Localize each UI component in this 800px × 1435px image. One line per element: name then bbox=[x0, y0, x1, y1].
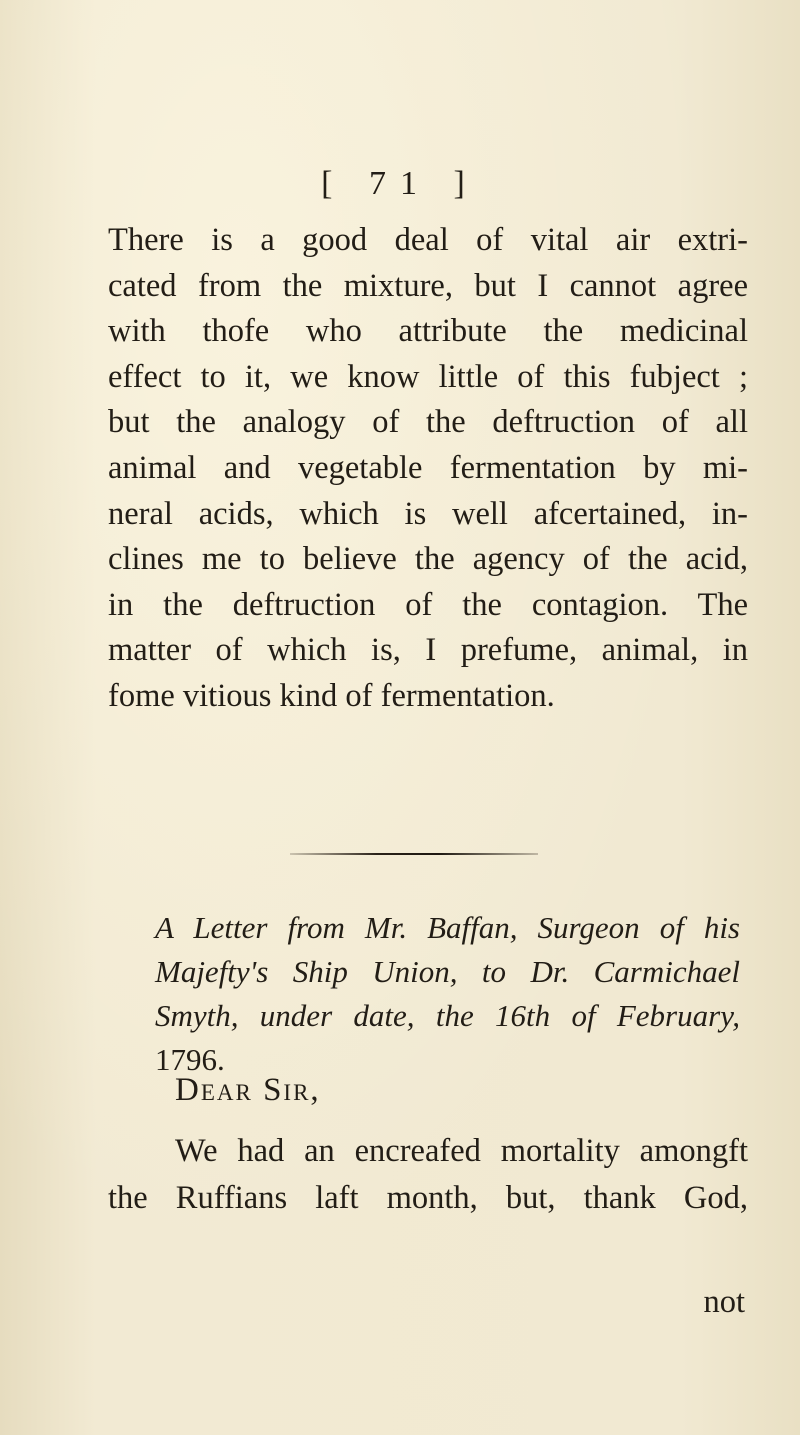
letter-body bbox=[108, 1128, 748, 1222]
heading-line: A Letter from Mr. Baffan, Surgeon of his bbox=[155, 910, 740, 945]
paragraph-line: neral acids, which is well afcertained, in- bbox=[108, 495, 748, 532]
paragraph-line: clines me to believe the agency of the acid, bbox=[108, 541, 748, 578]
paragraph-line: matter of which is, I prefume, animal, in bbox=[108, 632, 748, 669]
page-number: [ 71 ] bbox=[321, 165, 479, 202]
letter-line: the Ruffians laft month, but, thank God, bbox=[108, 1180, 748, 1216]
paragraph-line: with thofe who attribute the medicinal bbox=[108, 313, 748, 350]
paragraph-line: animal and vegetable fermentation by mi- bbox=[108, 449, 748, 486]
paragraph-line: but the analogy of the deftruction of all bbox=[108, 404, 748, 441]
paragraph-line: There is a good deal of vital air extri- bbox=[108, 222, 748, 258]
paragraph-line: cated from the mixture, but I cannot agree bbox=[108, 267, 748, 304]
letter-heading bbox=[155, 906, 740, 1082]
heading-line: 1796. bbox=[155, 1042, 225, 1077]
heading-line: Majefty's Ship Union, to Dr. Carmichael bbox=[155, 954, 740, 989]
catchword: not bbox=[703, 1284, 745, 1320]
paragraph-line: in the deftruction of the contagion. The bbox=[108, 586, 748, 623]
section-divider bbox=[290, 853, 538, 855]
paragraph bbox=[108, 218, 748, 720]
salutation: Dear Sir, bbox=[175, 1072, 321, 1108]
paragraph-line: fome vitious kind of fermentation. bbox=[108, 677, 555, 714]
heading-line: Smyth, under date, the 16th of February, bbox=[155, 998, 740, 1033]
paragraph-line: effect to it, we know little of this fubject ; bbox=[108, 358, 748, 395]
letter-line: We had an encreafed mortality amongft bbox=[175, 1133, 748, 1169]
